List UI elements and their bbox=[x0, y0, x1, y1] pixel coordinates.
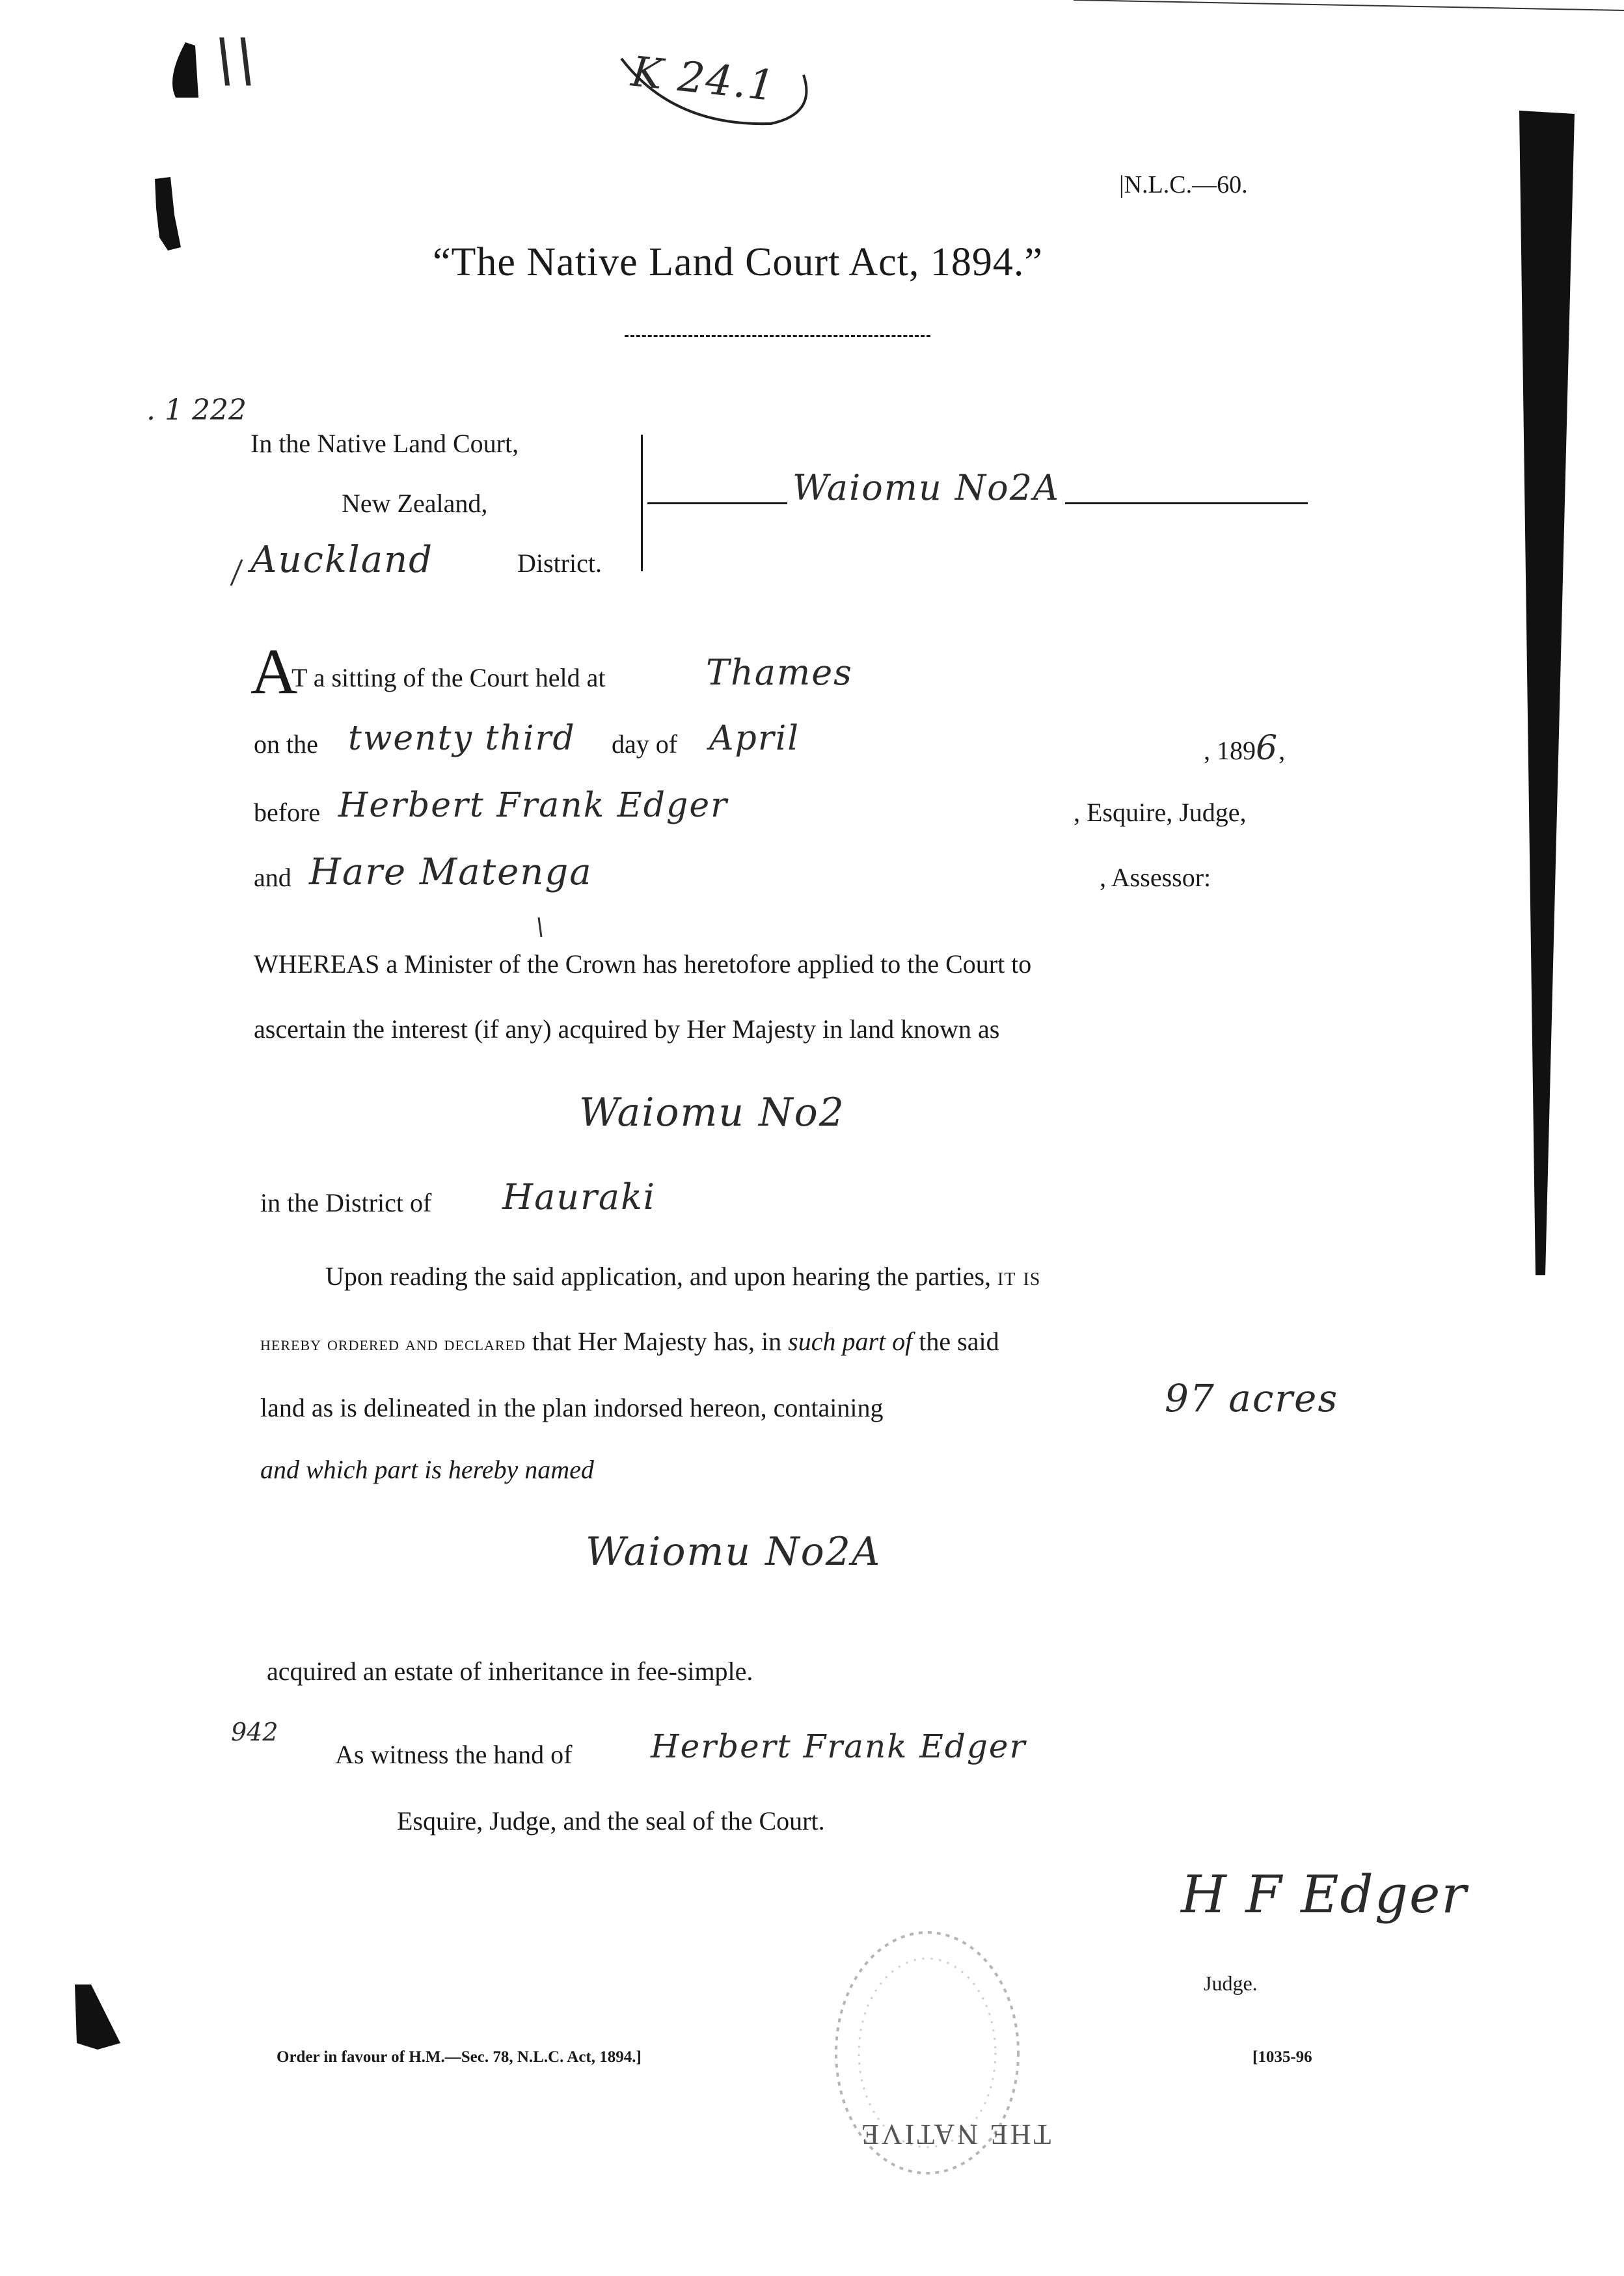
ordered-declared-caps: hereby ordered and declared bbox=[260, 1331, 526, 1355]
such-part-of: such part of bbox=[788, 1327, 913, 1356]
sitting-intro: T a sitting of the Court held at bbox=[291, 663, 606, 692]
district-label: District. bbox=[517, 549, 602, 578]
court-line-2: New Zealand, bbox=[342, 489, 488, 518]
district-of-handwritten: Hauraki bbox=[502, 1176, 656, 1217]
sitting-year bbox=[1204, 729, 1285, 768]
sitting-place-handwritten: Thames bbox=[706, 652, 853, 693]
left-scratch bbox=[231, 560, 242, 586]
handwritten-tick bbox=[539, 917, 541, 937]
land-name-handwritten: Waiomu No2 bbox=[579, 1090, 845, 1135]
acquired-line: acquired an estate of inheritance in fee-simple. bbox=[267, 1657, 753, 1686]
footer-right: [1035-96 bbox=[1252, 2048, 1312, 2066]
district-of-label: in the District of bbox=[260, 1188, 432, 1217]
left-edge-mark bbox=[155, 177, 181, 251]
witness-label: As witness the hand of bbox=[335, 1740, 573, 1769]
year-digit-handwritten: 6 bbox=[1256, 729, 1279, 768]
judge-name-handwritten: Herbert Frank Edger bbox=[338, 786, 728, 825]
upon-line-3: land as is delineated in the plan indorsed hereon, containing bbox=[260, 1393, 884, 1422]
witness-judge-handwritten: Herbert Frank Edger bbox=[651, 1727, 1027, 1765]
right-edge-bar bbox=[1519, 111, 1575, 1275]
corner-tick-marks: \\ bbox=[215, 26, 257, 94]
block-name-handwritten: Waiomu No2A bbox=[787, 467, 1065, 508]
title-rule bbox=[625, 335, 930, 337]
witness-margin-note: 942 bbox=[231, 1718, 278, 1746]
and-label: and bbox=[254, 863, 291, 892]
upon-line-2 bbox=[260, 1326, 999, 1357]
pencil-reference: K 24.1 bbox=[629, 47, 778, 111]
assessor-title: , Assessor: bbox=[1100, 863, 1211, 892]
top-edge-line bbox=[1074, 0, 1624, 10]
district-handwritten: Auckland bbox=[250, 539, 434, 581]
day-of-label: day of bbox=[612, 729, 678, 759]
upon-line-1-text: Upon reading the said application, and upon hearing the parties, bbox=[325, 1262, 992, 1291]
bottom-left-blot bbox=[75, 1985, 120, 2050]
upon-line-2-b: the said bbox=[919, 1327, 999, 1356]
year-prefix: , 189 bbox=[1204, 736, 1256, 765]
court-seal-text: THE NATIVE bbox=[859, 2119, 1051, 2150]
whereas-line-2: ascertain the interest (if any) acquired by Her Majesty in land known as bbox=[254, 1014, 1000, 1044]
whereas-line-1: WHEREAS a Minister of the Crown has heretofore applied to the Court to bbox=[254, 949, 1032, 979]
footer-left: Order in favour of H.M.—Sec. 78, N.L.C. Act, 1894.] bbox=[277, 2048, 642, 2066]
sitting-month-handwritten: April bbox=[709, 719, 800, 758]
form-code: |N.L.C.—60. bbox=[1119, 171, 1248, 198]
it-is-caps: it is bbox=[997, 1262, 1041, 1291]
acres-handwritten: 97 acres bbox=[1165, 1376, 1339, 1420]
sitting-day-handwritten: twenty third bbox=[348, 719, 576, 758]
on-the-label: on the bbox=[254, 729, 318, 759]
drop-cap: A bbox=[250, 635, 298, 707]
upon-line-1 bbox=[325, 1261, 1040, 1292]
pencil-reference-loop bbox=[608, 49, 823, 133]
judge-signature-handwritten: H F Edger bbox=[1181, 1864, 1468, 1925]
witness-line-2: Esquire, Judge, and the seal of the Court. bbox=[397, 1806, 825, 1836]
assessor-name-handwritten: Hare Matenga bbox=[309, 851, 593, 893]
year-suffix: , bbox=[1279, 736, 1286, 765]
court-bracket bbox=[641, 435, 643, 571]
part-name-handwritten: Waiomu No2A bbox=[586, 1529, 882, 1575]
margin-number: . 1 222 bbox=[146, 394, 247, 427]
before-label: before bbox=[254, 798, 321, 827]
act-title: “The Native Land Court Act, 1894.” bbox=[433, 240, 1043, 284]
upon-line-4: and which part is hereby named bbox=[260, 1455, 594, 1484]
judge-label: Judge. bbox=[1204, 1971, 1258, 1995]
upon-line-2-a: that Her Majesty has, in bbox=[532, 1327, 782, 1356]
court-line-1: In the Native Land Court, bbox=[250, 429, 519, 458]
judge-title: , Esquire, Judge, bbox=[1074, 798, 1247, 827]
left-edge-blot bbox=[172, 42, 198, 98]
